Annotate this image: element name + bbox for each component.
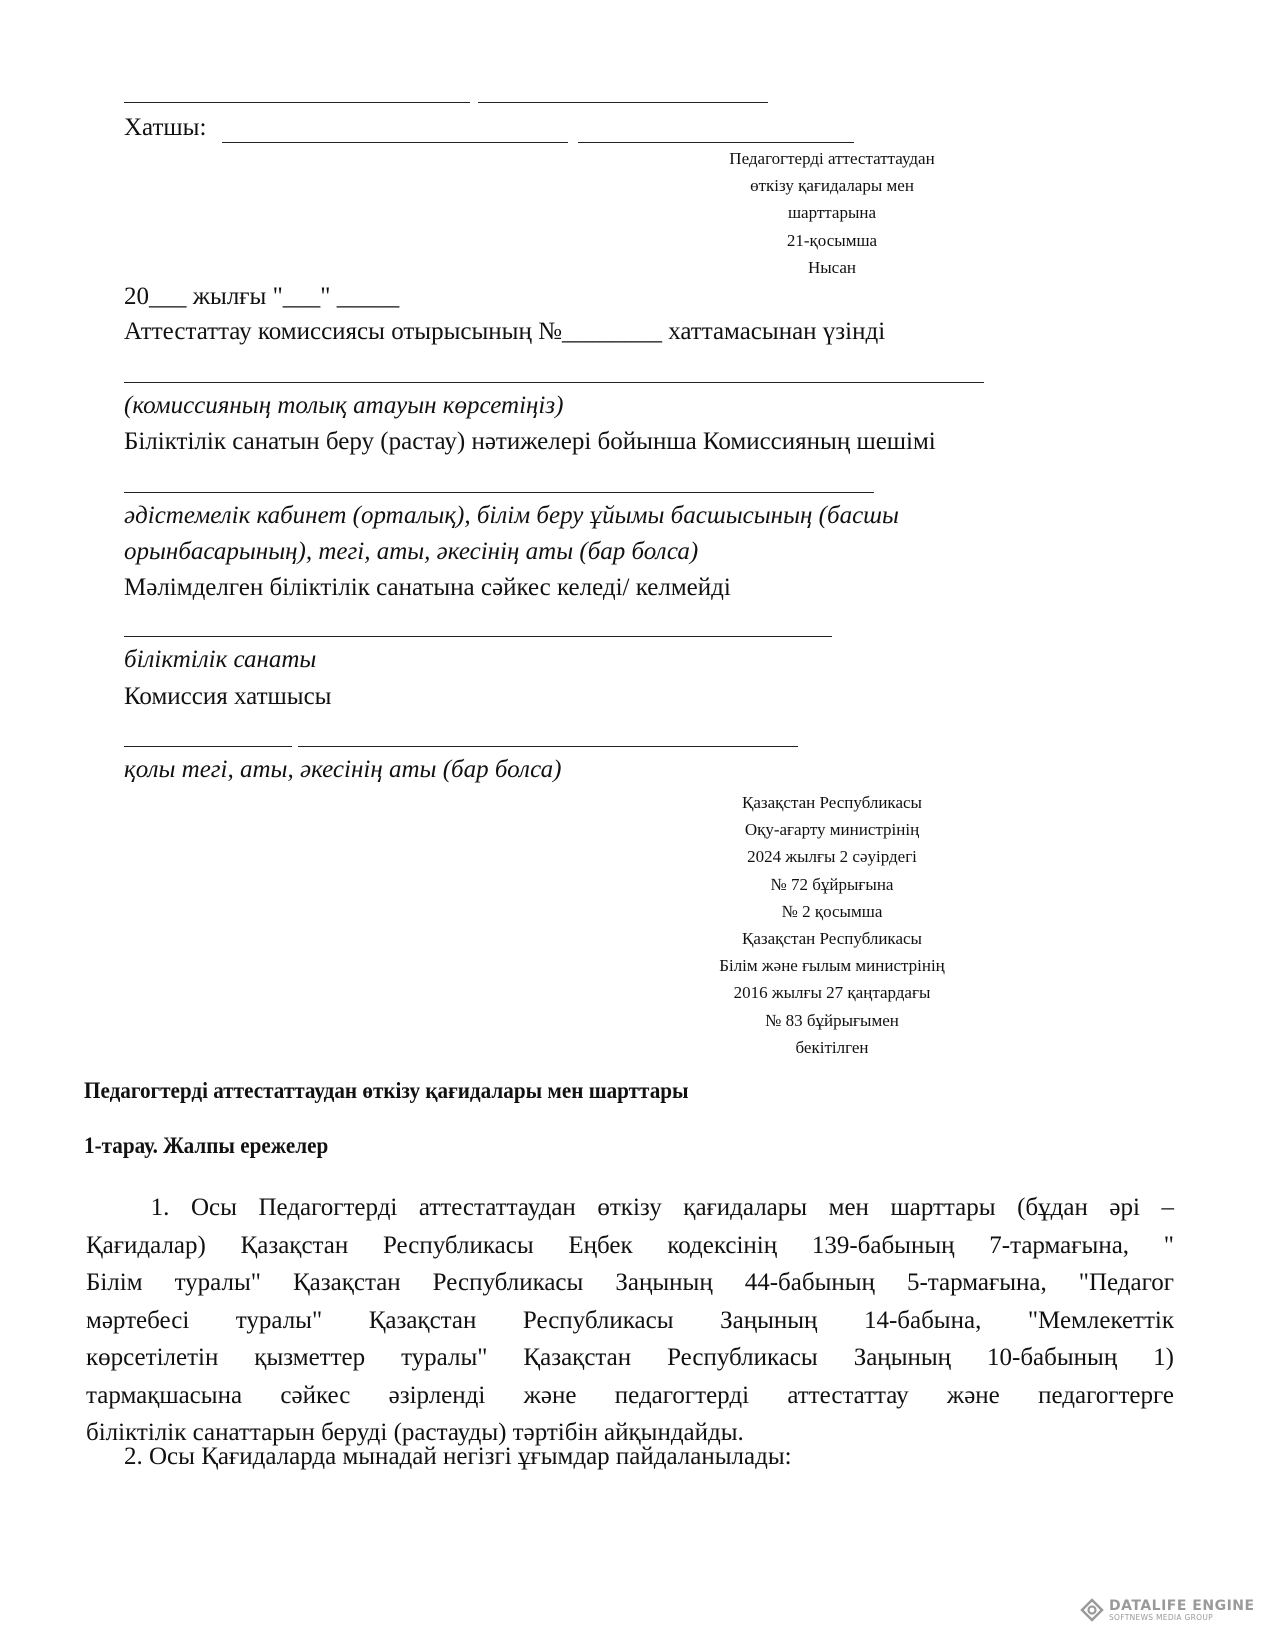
commission-name-blank-line — [124, 382, 984, 383]
watermark-brand: DATALIFE ENGINE — [1109, 1597, 1255, 1614]
category-blank-line — [124, 636, 832, 637]
approval-note-line: 2016 жылғы 27 қаңтардағы — [733, 983, 931, 1003]
person-hint-line-1: әдістемелік кабинет (орталық), білім беру ұйымы басшысының (басшы — [124, 502, 899, 529]
appendix-note-line: Нысан — [807, 257, 857, 277]
name-blank-line — [298, 746, 798, 747]
protocol-line: Аттестаттау комиссиясы отырысының №________ хаттамасынан үзінді — [124, 318, 886, 345]
appendix-note-line: өткізу қағидалары мен — [750, 176, 914, 196]
chapter-title: 1-тарау. Жалпы ережелер — [84, 1133, 329, 1158]
watermark-tagline: SOFTNEWS MEDIA GROUP — [1109, 1612, 1213, 1622]
approval-note-line: Білім және ғылым министрінің — [719, 956, 945, 976]
watermark — [1080, 1598, 1255, 1622]
secretary-name-blank-line — [222, 142, 568, 143]
approval-note-line: бекітілген — [795, 1037, 869, 1057]
appendix-note-line: Педагогтерді аттестаттаудан — [729, 149, 935, 168]
decision-title: Біліктілік санатын беру (растау) нәтижелері бойынша Комиссияның шешімі — [124, 428, 936, 455]
signature-blank-line — [124, 102, 470, 103]
approval-note-line: 2024 жылғы 2 сәуірдегі — [747, 847, 917, 867]
person-hint-line-2: орынбасарының), тегі, аты, әкесінің аты (бар болса) — [124, 538, 699, 565]
approval-note-line: Қазақстан Республикасы — [742, 793, 922, 812]
datalife-logo-icon — [1080, 1598, 1104, 1622]
paragraph-line: көрсетілетін қызметтер туралы" Қазақстан Республикасы Заңының 10-бабының 1) — [86, 1344, 1174, 1371]
paragraph-line: біліктілік санаттарын беруді (растауды) тәртібін айқындайды. — [86, 1419, 744, 1446]
person-blank-line — [124, 492, 874, 493]
date-line: 20___ жылғы "___" _____ — [124, 283, 400, 310]
approval-note-line: № 83 бұйрығымен — [765, 1010, 899, 1030]
appendix-note-line: 21-қосымша — [786, 230, 878, 250]
signature-blank-line — [478, 102, 768, 103]
secretary-signature-blank-line — [578, 142, 854, 143]
paragraph-line: Білім туралы" Қазақстан Республикасы Заңының 44-бабының 5-тармағына, "Педагог — [86, 1269, 1174, 1296]
paragraph-line: 1. Осы Педагогтерді аттестаттаудан өткізу қағидалары мен шарттары (бұдан әрі – — [86, 1194, 1174, 1221]
rules-title: Педагогтерді аттестаттаудан өткізу қағидалары мен шарттары — [84, 1078, 689, 1103]
match-line: Мәлімделген біліктілік санатына сәйкес келеді/ келмейді — [124, 574, 731, 601]
signature-blank-line — [124, 746, 292, 747]
secretary-title: Комиссия хатшысы — [124, 683, 332, 710]
approval-note — [672, 789, 992, 1061]
secretary-label: Хатшы: — [124, 114, 207, 141]
paragraph-1 — [86, 1189, 1174, 1452]
category-hint: біліктілік санаты — [124, 646, 317, 673]
approval-note-line: № 72 бұйрығына — [770, 874, 894, 894]
signature-hint: қолы тегі, аты, әкесінің аты (бар болса) — [124, 756, 562, 783]
approval-note-line: Оқу-ағарту министрінің — [744, 820, 920, 840]
appendix-note — [672, 145, 992, 281]
approval-note-line: Қазақстан Республикасы — [742, 929, 922, 949]
paragraph-line: Қағидалар) Қазақстан Республикасы Еңбек кодексінің 139-бабының 7-тармағына, " — [86, 1231, 1174, 1259]
appendix-note-line: шарттарына — [787, 203, 877, 223]
approval-note-line: № 2 қосымша — [781, 901, 883, 921]
paragraph-2: 2. Осы Қағидаларда мынадай негізгі ұғымдар пайдаланылады: — [124, 1443, 792, 1470]
paragraph-line: мәртебесі туралы" Қазақстан Республикасы Заңының 14-бабына, "Мемлекеттік — [86, 1306, 1174, 1334]
commission-name-hint: (комиссияның толық атауын көрсетіңіз) — [124, 392, 564, 419]
paragraph-line: тармақшасына сәйкес әзірленді және педагогтерді аттестаттау және педагогтерге — [86, 1381, 1174, 1409]
